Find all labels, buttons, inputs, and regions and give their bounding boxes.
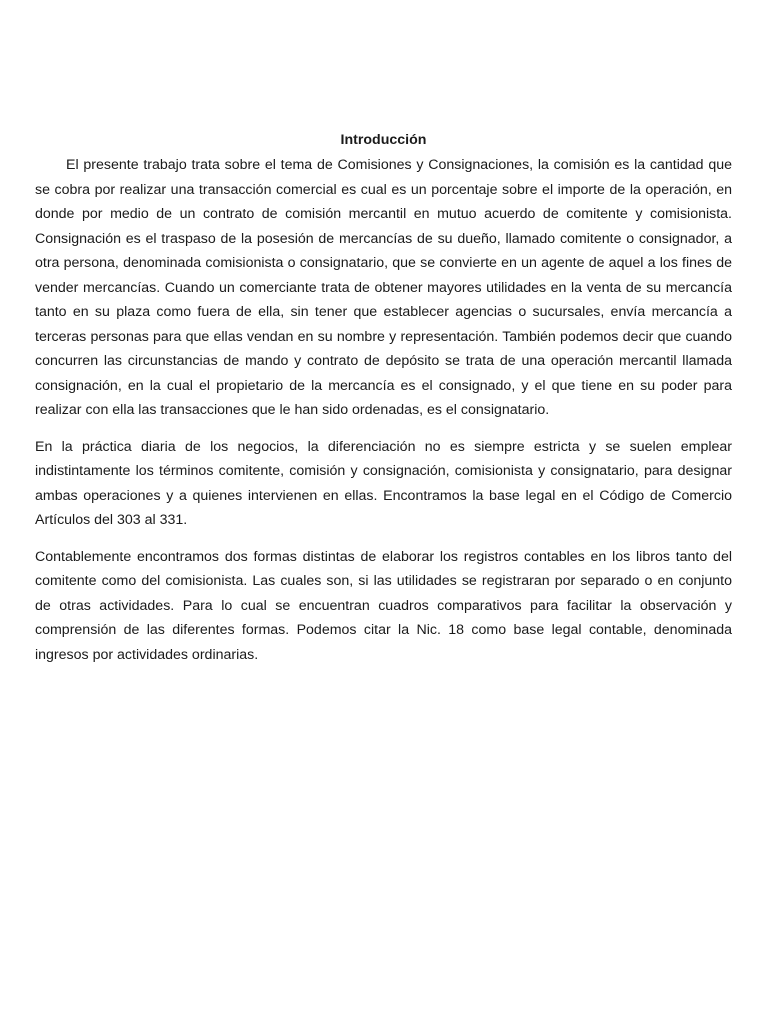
paragraph-accounting-records: Contablemente encontramos dos formas distintas de elaborar los registros contables en los libros tanto del comitente como del comisionista. Las cuales son, si las utilidades se registraran por separado o en conjunto de otras actividades. Para lo cual se encuentran cuadros comparativos para facilitar la observación y comprensión de las diferentes formas. Podemos citar la Nic. 18 como base legal contable, denominada ingresos por actividades ordinarias. xyxy=(35,548,732,663)
paragraph-introduction: El presente trabajo trata sobre el tema de Comisiones y Consignaciones, la comisión es la cantidad que se cobra por realizar una transacción comercial es cual es un porcentaje sobre el importe de la operación, en donde por medio de un contrato de comisión mercantil en mutuo acuerdo de comitente y comisionista. Consignación es el traspaso de la posesión de mercancías de su dueño, llamado comitente o consignador, a otra persona, denominada comisionista o consignatario, que se convierte en un agente de aquel a los fines de vender mercancías. Cuando un comerciante trata de obtener mayores utilidades en la venta de su mercancía tanto en su plaza como fuera de ella, sin tener que establecer agencias o sucursales, envía mercancía a terceras personas para que ellas vendan en su nombre y representación. También podemos decir que cuando concurren las circunstancias de mando y contrato de depósito se trata de una operación mercantil llamada consignación, en la cual el propietario de la mercancía es el consignado, y el que tiene en su poder para realizar con ella las transacciones que le han sido ordenadas, es el consignatario. xyxy=(35,157,732,418)
paragraph-business-practice: En la práctica diaria de los negocios, la diferenciación no es siempre estricta y se suelen emplear indistintamente los términos comitente, comisión y consignación, comisionista y consignatario, para designar ambas operaciones y a quienes intervienen en ellas. Encontramos la base legal en el Código de Comercio Artículos del 303 al 331. xyxy=(35,438,732,528)
document-body xyxy=(35,128,732,667)
document-title: Introducción xyxy=(340,132,427,148)
